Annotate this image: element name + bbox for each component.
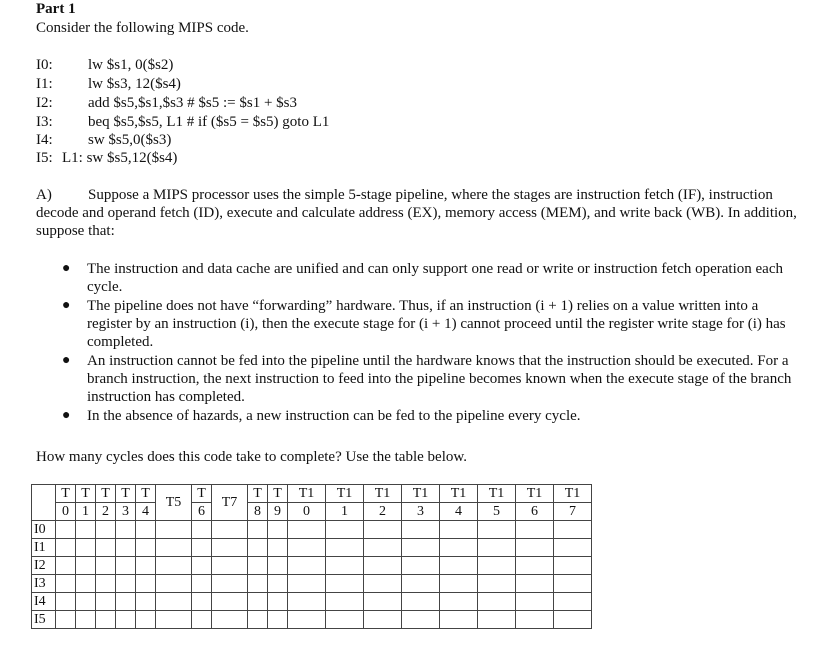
table-cell[interactable] — [288, 557, 326, 575]
table-cell[interactable] — [248, 539, 268, 557]
time-header: T1 — [478, 485, 516, 503]
time-header: 6 — [192, 503, 212, 521]
table-cell[interactable] — [440, 611, 478, 629]
list-item-text: The instruction and data cache are unified and can only support one read or write or instruction fetch operation each cycle. — [87, 261, 783, 295]
table-cell[interactable] — [364, 611, 402, 629]
code-text: lw $s1, 0($s2) — [88, 57, 174, 73]
table-cell[interactable] — [440, 521, 478, 539]
time-header: T7 — [212, 485, 248, 521]
time-header: 7 — [554, 503, 592, 521]
table-cell[interactable] — [364, 593, 402, 611]
table-cell[interactable] — [192, 521, 212, 539]
time-header: 0 — [288, 503, 326, 521]
bullet-icon: ● — [62, 298, 71, 313]
table-cell[interactable] — [136, 593, 156, 611]
code-text: L1: sw $s5,12($s4) — [62, 150, 178, 166]
code-text: beq $s5,$s5, L1 # if ($s5 = $s5) goto L1 — [88, 114, 330, 130]
table-cell[interactable] — [268, 539, 288, 557]
table-cell[interactable] — [326, 593, 364, 611]
time-header: 8 — [248, 503, 268, 521]
table-cell[interactable] — [156, 611, 192, 629]
table-cell[interactable] — [136, 539, 156, 557]
table-cell[interactable] — [212, 611, 248, 629]
table-cell[interactable] — [192, 575, 212, 593]
table-cell[interactable] — [554, 611, 592, 629]
time-header: 1 — [76, 503, 96, 521]
list-item — [62, 352, 802, 406]
instruction-label: I0 — [32, 521, 56, 539]
table-cell[interactable] — [192, 539, 212, 557]
table-cell[interactable] — [326, 521, 364, 539]
list-item — [62, 260, 802, 296]
time-header: T — [96, 485, 116, 503]
table-cell[interactable] — [248, 557, 268, 575]
table-cell[interactable] — [288, 593, 326, 611]
time-header: T — [192, 485, 212, 503]
table-cell[interactable] — [248, 593, 268, 611]
table-cell[interactable] — [402, 575, 440, 593]
corner-cell — [32, 485, 56, 521]
table-cell[interactable] — [192, 611, 212, 629]
table-cell[interactable] — [212, 557, 248, 575]
table-cell[interactable] — [288, 575, 326, 593]
table-cell[interactable] — [116, 593, 136, 611]
bullet-icon: ● — [62, 353, 71, 368]
table-cell[interactable] — [156, 521, 192, 539]
instruction-label: I3 — [32, 575, 56, 593]
code-text: add $s5,$s1,$s3 # $s5 := $s1 + $s3 — [88, 95, 298, 111]
list-item — [62, 407, 802, 425]
table-cell[interactable] — [96, 521, 116, 539]
table-cell[interactable] — [326, 557, 364, 575]
time-header: 3 — [402, 503, 440, 521]
table-cell[interactable] — [56, 575, 76, 593]
bullet-icon: ● — [62, 261, 71, 276]
table-cell[interactable] — [402, 557, 440, 575]
table-cell[interactable] — [554, 575, 592, 593]
instruction-label: I4 — [32, 593, 56, 611]
table-cell[interactable] — [440, 593, 478, 611]
instruction-label: I5 — [32, 611, 56, 629]
table-cell[interactable] — [364, 557, 402, 575]
table-cell[interactable] — [156, 539, 192, 557]
table-cell[interactable] — [268, 611, 288, 629]
table-cell[interactable] — [516, 539, 554, 557]
list-item-text: In the absence of hazards, a new instruction can be fed to the pipeline every cycle. — [87, 408, 581, 424]
table-cell[interactable] — [248, 611, 268, 629]
table-cell[interactable] — [326, 539, 364, 557]
table-cell[interactable] — [516, 611, 554, 629]
code-label: I0: — [36, 57, 53, 73]
code-label: I1: — [36, 76, 53, 92]
table-cell[interactable] — [268, 575, 288, 593]
time-header: 3 — [116, 503, 136, 521]
time-header: T1 — [554, 485, 592, 503]
time-header: 5 — [478, 503, 516, 521]
table-cell[interactable] — [56, 593, 76, 611]
table-cell[interactable] — [156, 593, 192, 611]
table-cell[interactable] — [440, 575, 478, 593]
header-row — [32, 503, 592, 521]
time-header: 4 — [440, 503, 478, 521]
table-cell[interactable] — [156, 575, 192, 593]
table-cell[interactable] — [268, 557, 288, 575]
time-header: T1 — [364, 485, 402, 503]
table-cell[interactable] — [402, 539, 440, 557]
time-header: T1 — [440, 485, 478, 503]
table-cell[interactable] — [116, 557, 136, 575]
table-cell[interactable] — [440, 539, 478, 557]
table-cell[interactable] — [212, 539, 248, 557]
table-row — [32, 557, 592, 575]
table-cell[interactable] — [364, 539, 402, 557]
code-text: lw $s3, 12($s4) — [88, 76, 181, 92]
table-cell[interactable] — [554, 593, 592, 611]
time-header: T1 — [402, 485, 440, 503]
table-cell[interactable] — [288, 521, 326, 539]
table-cell[interactable] — [554, 539, 592, 557]
table-cell[interactable] — [56, 611, 76, 629]
time-header: 4 — [136, 503, 156, 521]
time-header: T5 — [156, 485, 192, 521]
instruction-label: I1 — [32, 539, 56, 557]
time-header: T — [76, 485, 96, 503]
list-item — [62, 297, 802, 351]
table-cell[interactable] — [248, 575, 268, 593]
table-cell[interactable] — [364, 575, 402, 593]
table-cell[interactable] — [76, 539, 96, 557]
table-cell[interactable] — [156, 557, 192, 575]
time-header: T1 — [288, 485, 326, 503]
pipeline-table — [31, 484, 592, 629]
table-cell[interactable] — [96, 557, 116, 575]
table-cell[interactable] — [116, 521, 136, 539]
time-header: T — [268, 485, 288, 503]
part-title: Part 1 — [36, 1, 76, 17]
table-cell[interactable] — [364, 521, 402, 539]
table-cell[interactable] — [516, 593, 554, 611]
table-cell[interactable] — [136, 575, 156, 593]
assumption-list — [62, 260, 802, 426]
time-header: 6 — [516, 503, 554, 521]
time-header: 9 — [268, 503, 288, 521]
table-cell[interactable] — [76, 557, 96, 575]
table-cell[interactable] — [554, 521, 592, 539]
table-cell[interactable] — [326, 611, 364, 629]
table-row — [32, 611, 592, 629]
table-cell[interactable] — [76, 521, 96, 539]
table-cell[interactable] — [136, 611, 156, 629]
table-cell[interactable] — [516, 521, 554, 539]
intro-text: Consider the following MIPS code. — [36, 20, 249, 36]
instruction-label: I2 — [32, 557, 56, 575]
table-cell[interactable] — [402, 521, 440, 539]
table-cell[interactable] — [478, 575, 516, 593]
table-cell[interactable] — [288, 611, 326, 629]
table-cell[interactable] — [326, 575, 364, 593]
table-cell[interactable] — [116, 539, 136, 557]
part-a-label: A) — [36, 187, 52, 203]
table-cell[interactable] — [96, 575, 116, 593]
table-cell[interactable] — [96, 539, 116, 557]
table-cell[interactable] — [56, 521, 76, 539]
time-header: T1 — [326, 485, 364, 503]
table-cell[interactable] — [192, 557, 212, 575]
table-cell[interactable] — [402, 593, 440, 611]
table-cell[interactable] — [478, 611, 516, 629]
table-cell[interactable] — [96, 593, 116, 611]
time-header: T — [248, 485, 268, 503]
table-row — [32, 521, 592, 539]
table-cell[interactable] — [212, 593, 248, 611]
code-text: sw $s5,0($s3) — [88, 132, 172, 148]
table-cell[interactable] — [76, 593, 96, 611]
code-label: I5: — [36, 150, 53, 166]
time-header: T1 — [516, 485, 554, 503]
table-cell[interactable] — [212, 521, 248, 539]
table-cell[interactable] — [554, 557, 592, 575]
time-header: 1 — [326, 503, 364, 521]
table-cell[interactable] — [96, 611, 116, 629]
table-cell[interactable] — [402, 611, 440, 629]
time-header: 2 — [364, 503, 402, 521]
table-row — [32, 539, 592, 557]
table-cell[interactable] — [268, 521, 288, 539]
question-text: How many cycles does this code take to complete? Use the table below. — [36, 449, 467, 465]
table-cell[interactable] — [516, 575, 554, 593]
table-cell[interactable] — [116, 611, 136, 629]
table-cell[interactable] — [76, 611, 96, 629]
time-header: 2 — [96, 503, 116, 521]
table-cell[interactable] — [268, 593, 288, 611]
code-label: I4: — [36, 132, 53, 148]
table-row — [32, 593, 592, 611]
table-cell[interactable] — [440, 557, 478, 575]
table-cell[interactable] — [478, 593, 516, 611]
header-row — [32, 485, 592, 503]
table-row — [32, 575, 592, 593]
table-cell[interactable] — [56, 539, 76, 557]
part-a-text: Suppose a MIPS processor uses the simple 5-stage pipeline, where the stages are instruction fetch (IF), instruction decode and operand fetch (ID), execute and calculate address (EX), memory access (MEM), and write back (WB). In addition, suppose that: — [36, 187, 797, 239]
time-header: T — [136, 485, 156, 503]
code-label: I2: — [36, 95, 53, 111]
code-label: I3: — [36, 114, 53, 130]
table-cell[interactable] — [478, 521, 516, 539]
table-cell[interactable] — [288, 539, 326, 557]
time-header: 0 — [56, 503, 76, 521]
table-cell[interactable] — [192, 593, 212, 611]
table-cell[interactable] — [478, 539, 516, 557]
table-cell[interactable] — [136, 521, 156, 539]
part-a-paragraph — [36, 186, 816, 240]
time-header: T — [116, 485, 136, 503]
list-item-text: An instruction cannot be fed into the pipeline until the hardware knows that the instruction should be executed. For a branch instruction, the next instruction to feed into the pipeline becomes known when the execute stage of the branch instruction has completed. — [87, 353, 792, 405]
table-cell[interactable] — [248, 521, 268, 539]
table-cell[interactable] — [116, 575, 136, 593]
table-cell[interactable] — [76, 575, 96, 593]
table-cell[interactable] — [136, 557, 156, 575]
table-cell[interactable] — [478, 557, 516, 575]
table-cell[interactable] — [212, 575, 248, 593]
table-cell[interactable] — [516, 557, 554, 575]
bullet-icon: ● — [62, 408, 71, 423]
table-cell[interactable] — [56, 557, 76, 575]
time-header: T — [56, 485, 76, 503]
list-item-text: The pipeline does not have “forwarding” hardware. Thus, if an instruction (i + 1) relies on a value written into a register by an instruction (i), then the execute stage for (i + 1) cannot proceed until the register write stage for (i) has completed. — [87, 298, 786, 350]
